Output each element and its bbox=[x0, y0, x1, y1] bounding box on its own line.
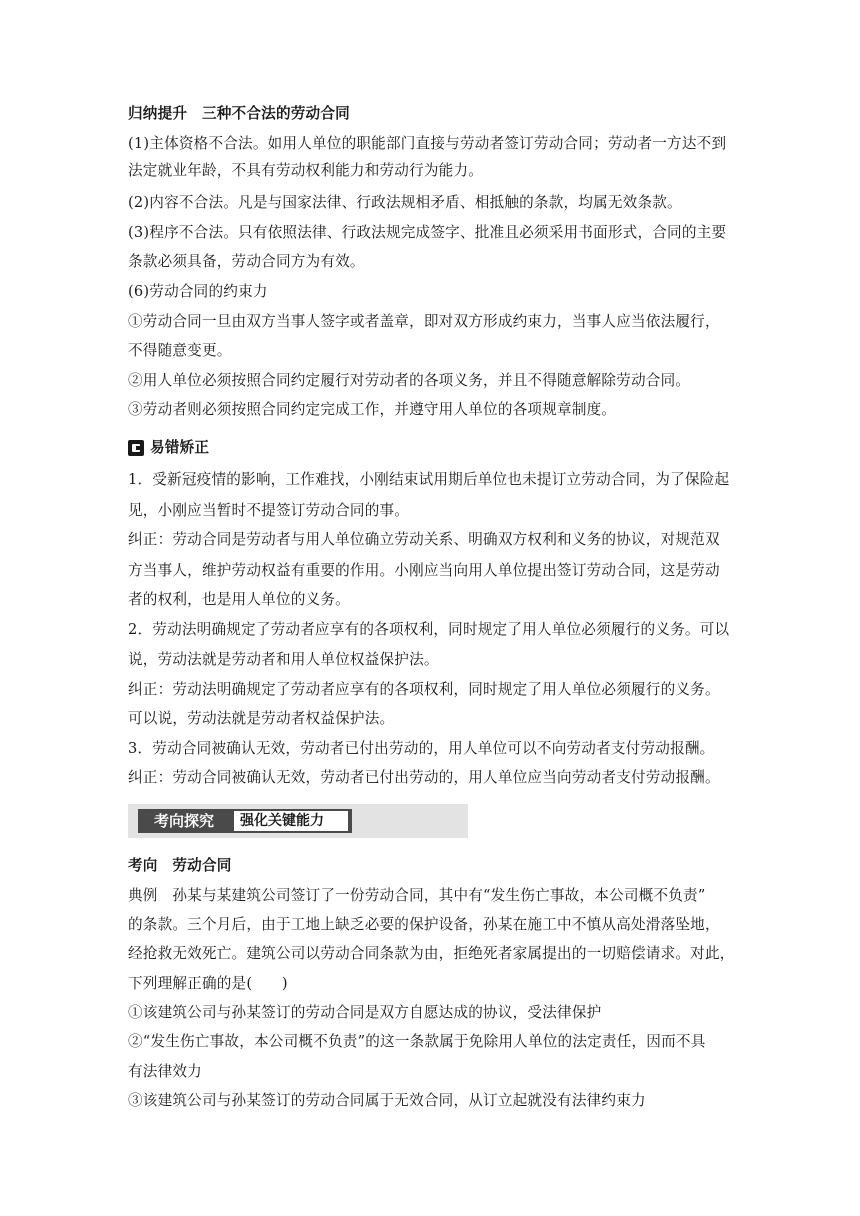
correction-line: 可以说，劳动法就是劳动者权益保护法。 bbox=[128, 710, 395, 727]
exam-line: 经抢救无效死亡。建筑公司以劳动合同条款为由，拒绝死者家属提出的一切赔偿请求。对此， bbox=[128, 945, 735, 962]
summary-line: 不得随意变更。 bbox=[128, 342, 232, 359]
exam-heading: 考向 劳动合同 bbox=[128, 857, 232, 874]
exam-option: 有法律效力 bbox=[128, 1063, 202, 1080]
exam-option: ②“发生伤亡事故，本公司概不负责”的这一条款属于免除用人单位的法定责任，因而不具 bbox=[128, 1033, 706, 1050]
summary-title: 归纳提升 三种不合法的劳动合同 bbox=[128, 105, 350, 122]
section-banner bbox=[128, 804, 468, 838]
banner-right-label: 强化关键能力 bbox=[234, 811, 348, 831]
summary-line: (3)程序不合法。只有依照法律、行政法规完成签字、批准且必须采用书面形式，合同的主要 bbox=[128, 224, 727, 241]
correction-line: 1．受新冠疫情的影响，工作难找，小刚结束试用期后单位也未提订立劳动合同，为了保险起 bbox=[128, 471, 730, 488]
correction-line: 者的权利，也是用人单位的义务。 bbox=[128, 591, 350, 608]
correction-line: 见，小刚应当暂时不提签订劳动合同的事。 bbox=[128, 502, 410, 519]
exam-line: 的条款。三个月后，由于工地上缺乏必要的保护设备，孙某在施工中不慎从高处滑落坠地， bbox=[128, 916, 720, 933]
correction-line: 3．劳动合同被确认无效，劳动者已付出劳动的，用人单位可以不向劳动者支付劳动报酬。 bbox=[128, 740, 715, 757]
summary-line: ③劳动者则必须按照合同约定完成工作，并遵守用人单位的各项规章制度。 bbox=[128, 401, 617, 418]
summary-line: ②用人单位必须按照合同约定履行对劳动者的各项义务，并且不得随意解除劳动合同。 bbox=[128, 372, 691, 389]
correction-line: 方当事人，维护劳动权益有重要的作用。小刚应当向用人单位提出签订劳动合同，这是劳动 bbox=[128, 562, 720, 579]
summary-line: (1)主体资格不合法。如用人单位的职能部门直接与劳动者签订劳动合同；劳动者一方达不到 bbox=[128, 135, 727, 152]
summary-line: 法定就业年龄，不具有劳动权利能力和劳动行为能力。 bbox=[128, 162, 484, 179]
summary-line: (2)内容不合法。凡是与国家法律、行政法规相矛盾、相抵触的条款，均属无效条款。 bbox=[128, 194, 682, 211]
correction-line: 纠正：劳动合同被确认无效，劳动者已付出劳动的，用人单位应当向劳动者支付劳动报酬。 bbox=[128, 769, 720, 786]
exam-line: 下列理解正确的是( ) bbox=[128, 975, 288, 992]
summary-line: (6)劳动合同的约束力 bbox=[128, 283, 268, 300]
exam-option: ①该建筑公司与孙某签订的劳动合同是双方自愿达成的协议，受法律保护 bbox=[128, 1004, 602, 1021]
correction-line: 纠正：劳动合同是劳动者与用人单位确立劳动关系、明确双方权利和义务的协议，对规范双 bbox=[128, 531, 720, 548]
exam-option: ③该建筑公司与孙某签订的劳动合同属于无效合同，从订立起就没有法律约束力 bbox=[128, 1092, 646, 1109]
correction-line: 2．劳动法明确规定了劳动者应享有的各项权利，同时规定了用人单位必须履行的义务。可以 bbox=[128, 621, 730, 638]
exam-line: 典例 孙某与某建筑公司签订了一份劳动合同，其中有“发生伤亡事故，本公司概不负责” bbox=[128, 887, 706, 904]
correction-line: 说，劳动法就是劳动者和用人单位权益保护法。 bbox=[128, 651, 439, 668]
section-marker-icon bbox=[128, 440, 144, 456]
summary-line: ①劳动合同一旦由双方当事人签字或者盖章，即对双方形成约束力，当事人应当依法履行， bbox=[128, 313, 720, 330]
summary-line: 条款必须具备，劳动合同方为有效。 bbox=[128, 253, 365, 270]
correction-line: 纠正：劳动法明确规定了劳动者应享有的各项权利，同时规定了用人单位必须履行的义务。 bbox=[128, 681, 720, 698]
banner-left-label: 考向探究 bbox=[153, 812, 214, 830]
corrections-heading: 易错矫正 bbox=[150, 439, 210, 456]
banner-box bbox=[138, 809, 352, 833]
